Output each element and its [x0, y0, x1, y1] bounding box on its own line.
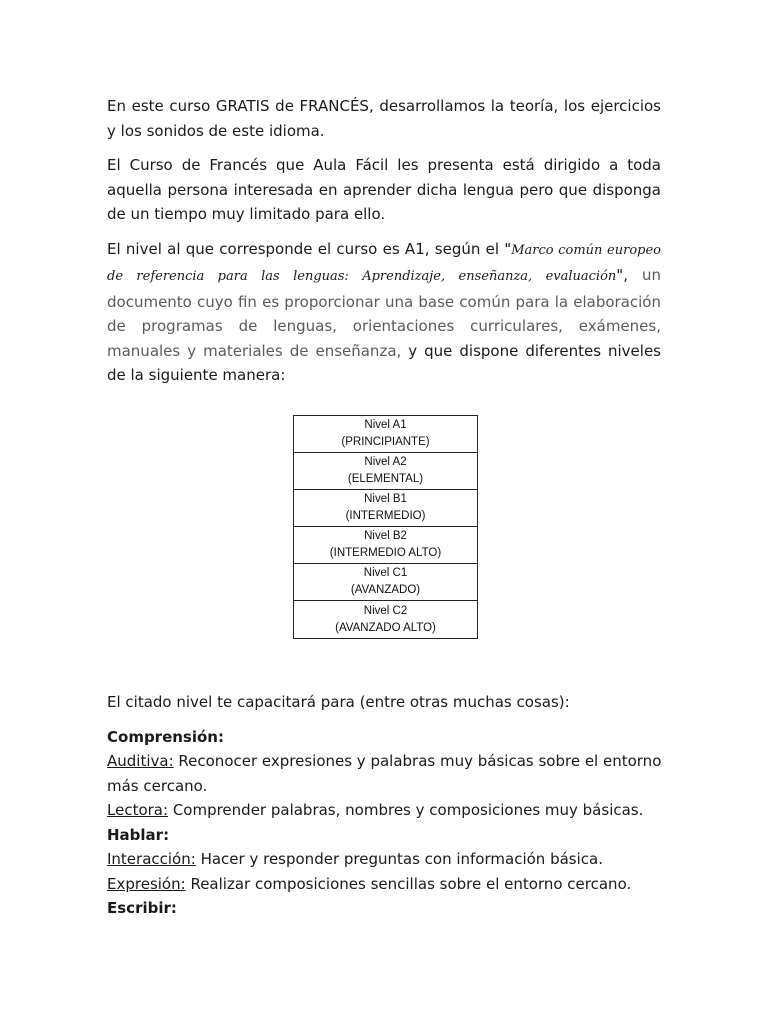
- level-desc: (ELEMENTAL): [347, 473, 424, 485]
- level-name: Nivel A1: [364, 419, 407, 431]
- label-auditiva: Auditiva:: [107, 752, 174, 770]
- level-desc: (PRINCIPIANTE): [341, 436, 430, 448]
- level-name: Nivel C2: [363, 604, 408, 617]
- level-row: [294, 564, 477, 601]
- level-row: [294, 416, 477, 453]
- paragraph-course-target: El Curso de Francés que Aula Fácil les presenta está dirigido a toda aquella persona interesada en aprender dicha lengua pero que disponga de un tiempo muy limitado para ello.: [107, 156, 661, 223]
- heading-escribir: Escribir:: [107, 899, 177, 917]
- label-expresion: Expresión:: [107, 874, 186, 893]
- level-row: [294, 490, 477, 527]
- paragraph-course-free: En este curso GRATIS de FRANCÉS, desarrollamos la teoría, los ejercicios y los sonidos de este idioma.: [107, 97, 661, 140]
- text-auditiva: Reconocer expresiones y palabras muy básicas sobre el entorno más cercano.: [107, 752, 662, 795]
- level-desc: (INTERMEDIO): [345, 510, 426, 522]
- level-name: Nivel B2: [364, 530, 407, 542]
- paragraph-level-a1: [107, 237, 661, 388]
- p3-grey-text: un documento cuyo fin es proporcionar una base común para la elaboración de programas de lenguas, orientaciones curriculares, exámenes, manuales y materiales de enseñanza,: [107, 266, 662, 360]
- label-interaccion: Interacción:: [107, 850, 196, 868]
- skill-lectora: [107, 798, 667, 823]
- level-row: [294, 453, 477, 490]
- skills-intro: El citado nivel te capacitará para (entre otras muchas cosas):: [107, 693, 570, 711]
- p3-start: El nivel al que corresponde el curso es A1, según el ": [107, 239, 512, 258]
- level-desc: (AVANZADO): [350, 584, 421, 596]
- label-lectora: Lectora:: [107, 801, 169, 819]
- text-lectora: Comprender palabras, nombres y composiciones muy básicas.: [168, 801, 644, 819]
- level-row: [294, 601, 477, 638]
- skill-interaccion: [107, 847, 667, 872]
- level-name: Nivel C1: [363, 567, 408, 579]
- skill-expresion: [107, 872, 667, 897]
- level-name: Nivel B1: [364, 493, 407, 505]
- heading-comprension: Comprensión:: [107, 727, 224, 746]
- levels-table: [293, 415, 478, 639]
- text-interaccion: Hacer y responder preguntas con información básica.: [195, 850, 603, 868]
- text-expresion: Realizar composiciones sencillas sobre el entorno cercano.: [185, 874, 632, 893]
- intro-section: [107, 94, 661, 388]
- level-name: Nivel A2: [364, 456, 407, 468]
- level-desc: (INTERMEDIO ALTO): [329, 547, 442, 559]
- p3-quote-end: ",: [616, 266, 642, 284]
- framework-title: Marco común europeo de referencia para las lenguas: Aprendizaje, enseñanza, evaluación: [107, 242, 661, 284]
- skill-auditiva: [107, 749, 667, 798]
- heading-hablar: Hablar:: [107, 825, 170, 844]
- skills-section: [107, 690, 667, 921]
- level-row: [294, 527, 477, 564]
- p3-end: y que dispone diferentes niveles de la siguiente manera:: [107, 341, 661, 384]
- level-desc: (AVANZADO ALTO): [335, 621, 436, 634]
